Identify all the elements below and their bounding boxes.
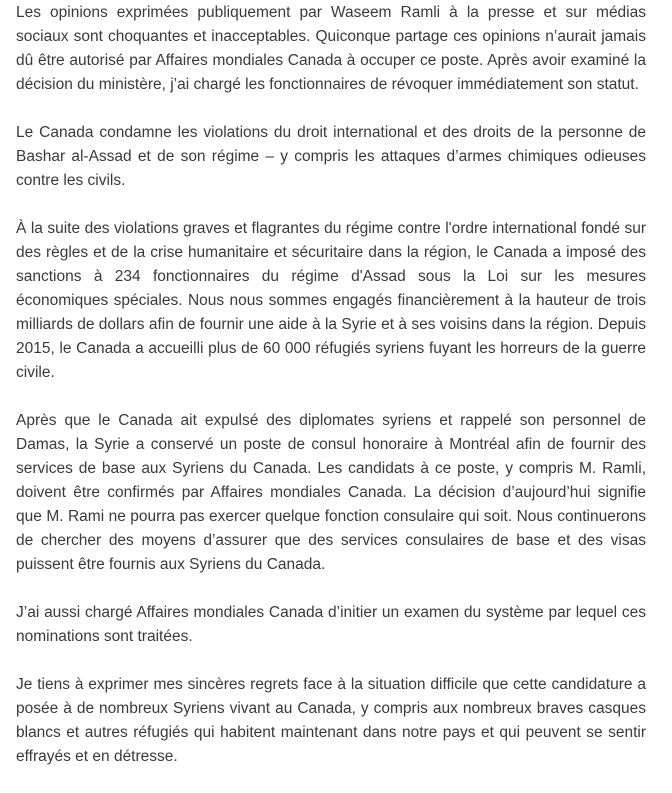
paragraph-sanctions: À la suite des violations graves et flagrantes du régime contre l'ordre international fondé sur des règles et de la crise humanitaire et sécuritaire dans la région, le Canada a imposé des sanctions à 234 fonctionnaires du régime d'Assad sous la Loi sur les mesures économiques spéciales. Nous nous sommes engagés financièrement à la hauteur de trois milliards de dollars afin de fournir une aide à la Syrie et à ses voisins dans la région. Depuis 2015, le Canada a accueilli plus de 60 000 réfugiés syriens fuyant les horreurs de la guerre civile. [16,220,646,381]
paragraph-regrets: Je tiens à exprimer mes sincères regrets face à la situation difficile que cette candidature a posée à de nombreux Syriens vivant au Canada, y compris aux nombreux braves casques blancs et autres réfugiés qui habitent maintenant dans notre pays et qui peuvent se sentir effrayés et en détresse. [16,676,646,765]
statement-body [16,0,646,793]
paragraph-examen-systeme: J’ai aussi chargé Affaires mondiales Canada d’initier un examen du système par lequel ces nominations sont traitées. [16,604,646,645]
paragraph-waseem-ramli: Les opinions exprimées publiquement par Waseem Ramli à la presse et sur médias sociaux sont choquantes et inacceptables. Quiconque partage ces opinions n’aurait jamais dû être autorisé par Affaires mondiales Canada à occuper ce poste. Après avoir examiné la décision du ministère, j’ai chargé les fonctionnaires de révoquer immédiatement son statut. [16,4,646,93]
paragraph-canada-condemns: Le Canada condamne les violations du droit international et des droits de la personne de Bashar al-Assad et de son régime – y compris les attaques d’armes chimiques odieuses contre les civils. [16,124,646,189]
paragraph-consul-honoraire: Après que le Canada ait expulsé des diplomates syriens et rappelé son personnel de Damas, la Syrie a conservé un poste de consul honoraire à Montréal afin de fournir des services de base aux Syriens du Canada. Les candidats à ce poste, y compris M. Ramli, doivent être confirmés par Affaires mondiales Canada. La décision d’aujourd’hui signifie que M. Rami ne pourra pas exercer quelque fonction consulaire qui soit. Nous continuerons de chercher des moyens d’assurer que des services consulaires de base et des visas puissent être fournis aux Syriens du Canada. [16,412,646,573]
